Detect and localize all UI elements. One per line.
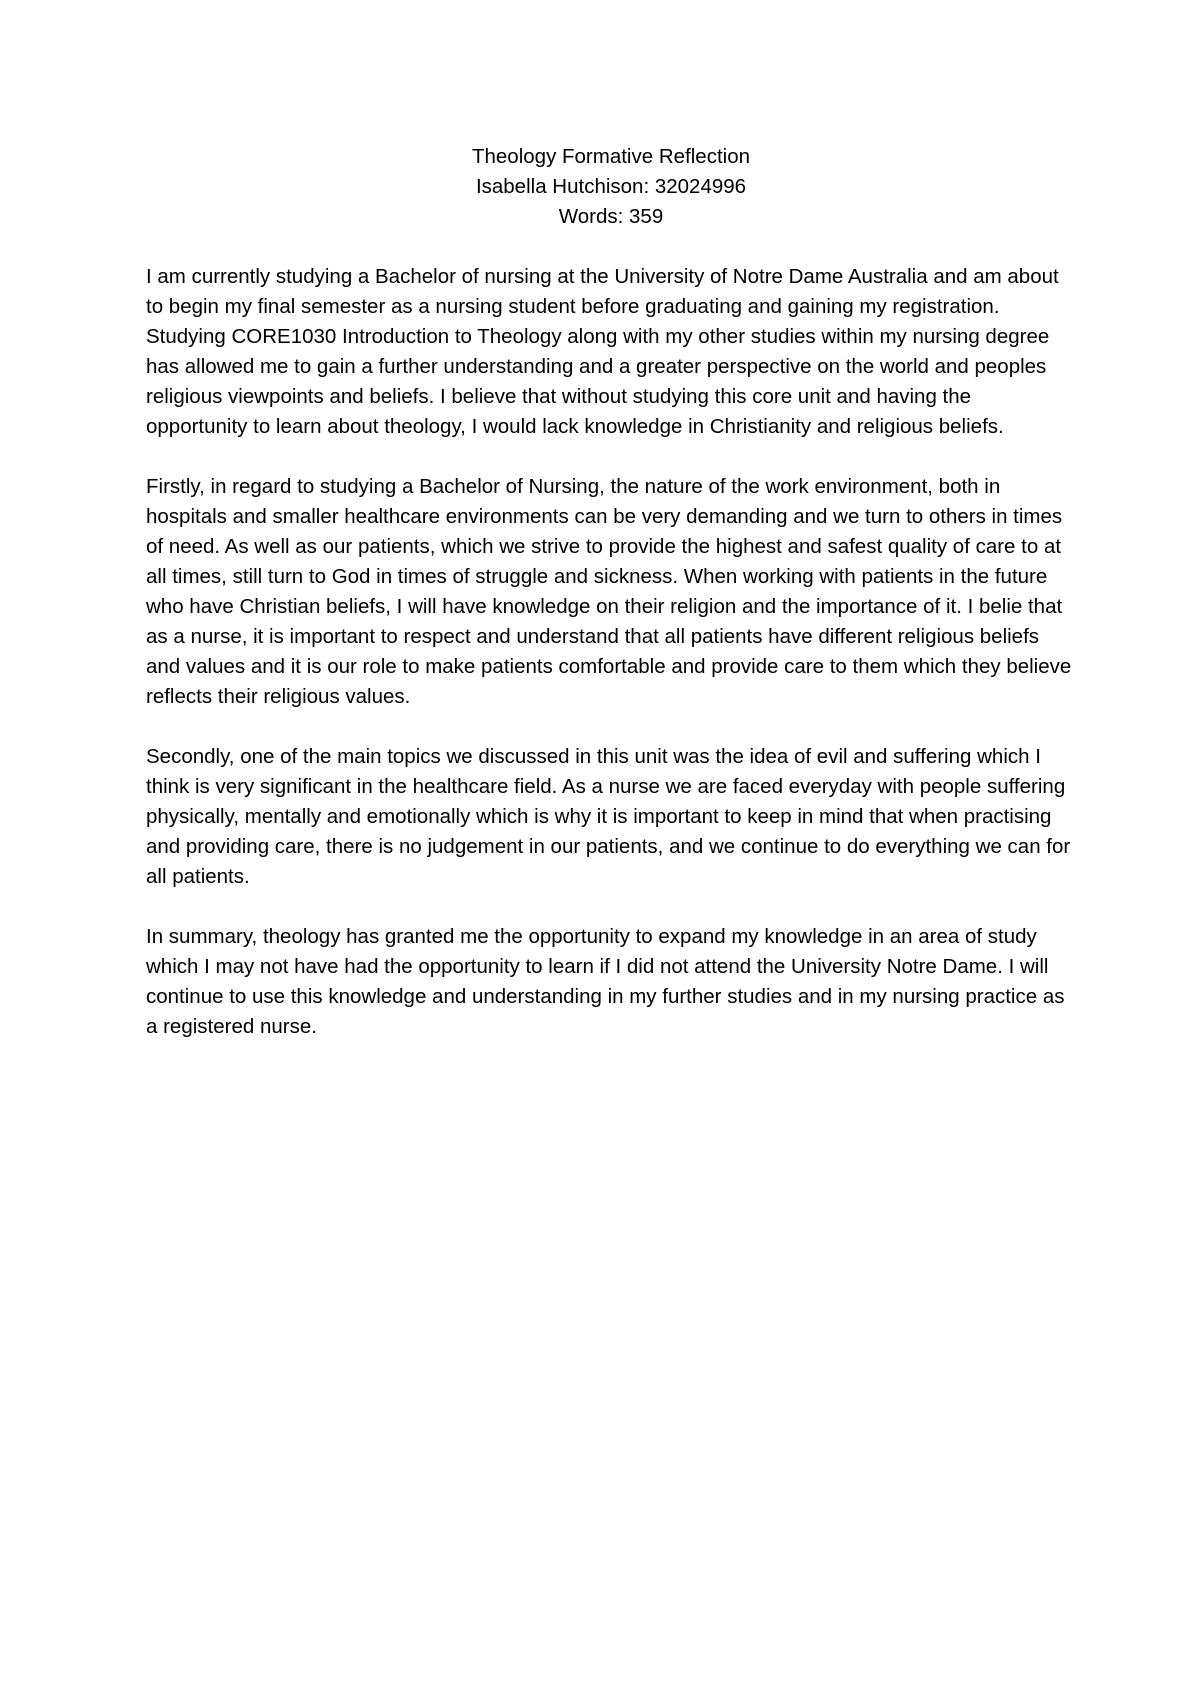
document-body [146, 142, 1076, 1042]
document-title: Theology Formative Reflection [471, 145, 750, 168]
blank-line [146, 442, 1076, 472]
word-count: Words: 359 [558, 205, 664, 228]
blank-line [146, 892, 1076, 922]
author-line: Isabella Hutchison: 32024996 [475, 175, 747, 198]
paragraph-intro: I am currently studying a Bachelor of nursing at the University of Notre Dame Australia and am about to begin my final semester as a nursing student before graduating and gaining my registration. Studying CORE1030 Introduction to Theology along with my other studies within my nursing degree has allowed me to gain a further understanding and a greater perspective on the world and peoples religious viewpoints and beliefs. I believe that without studying this core unit and having the opportunity to learn about theology, I would lack knowledge in Christianity and religious beliefs. [146, 265, 1059, 438]
paragraph-firstly: Firstly, in regard to studying a Bachelor of Nursing, the nature of the work environment, both in hospitals and smaller healthcare environments can be very demanding and we turn to others in times of need. As well as our patients, which we strive to provide the highest and safest quality of care to at all times, still turn to God in times of struggle and sickness. When working with patients in the future who have Christian beliefs, I will have knowledge on their religion and the importance of it. I belie that as a nurse, it is important to respect and understand that all patients have different religious beliefs and values and it is our role to make patients comfortable and provide care to them which they believe reflects their religious values. [146, 475, 1072, 708]
document-header [146, 142, 1076, 232]
paragraph-summary: In summary, theology has granted me the opportunity to expand my knowledge in an area of study which I may not have had the opportunity to learn if I did not attend the University Notre Dame. I will continue to use this knowledge and understanding in my further studies and in my nursing practice as a registered nurse. [146, 925, 1065, 1038]
paragraph-secondly: Secondly, one of the main topics we discussed in this unit was the idea of evil and suffering which I think is very significant in the healthcare field. As a nurse we are faced everyday with people suffering physically, mentally and emotionally which is why it is important to keep in mind that when practising and providing care, there is no judgement in our patients, and we continue to do everything we can for all patients. [146, 745, 1071, 888]
blank-line [146, 232, 1076, 262]
blank-line [146, 712, 1076, 742]
